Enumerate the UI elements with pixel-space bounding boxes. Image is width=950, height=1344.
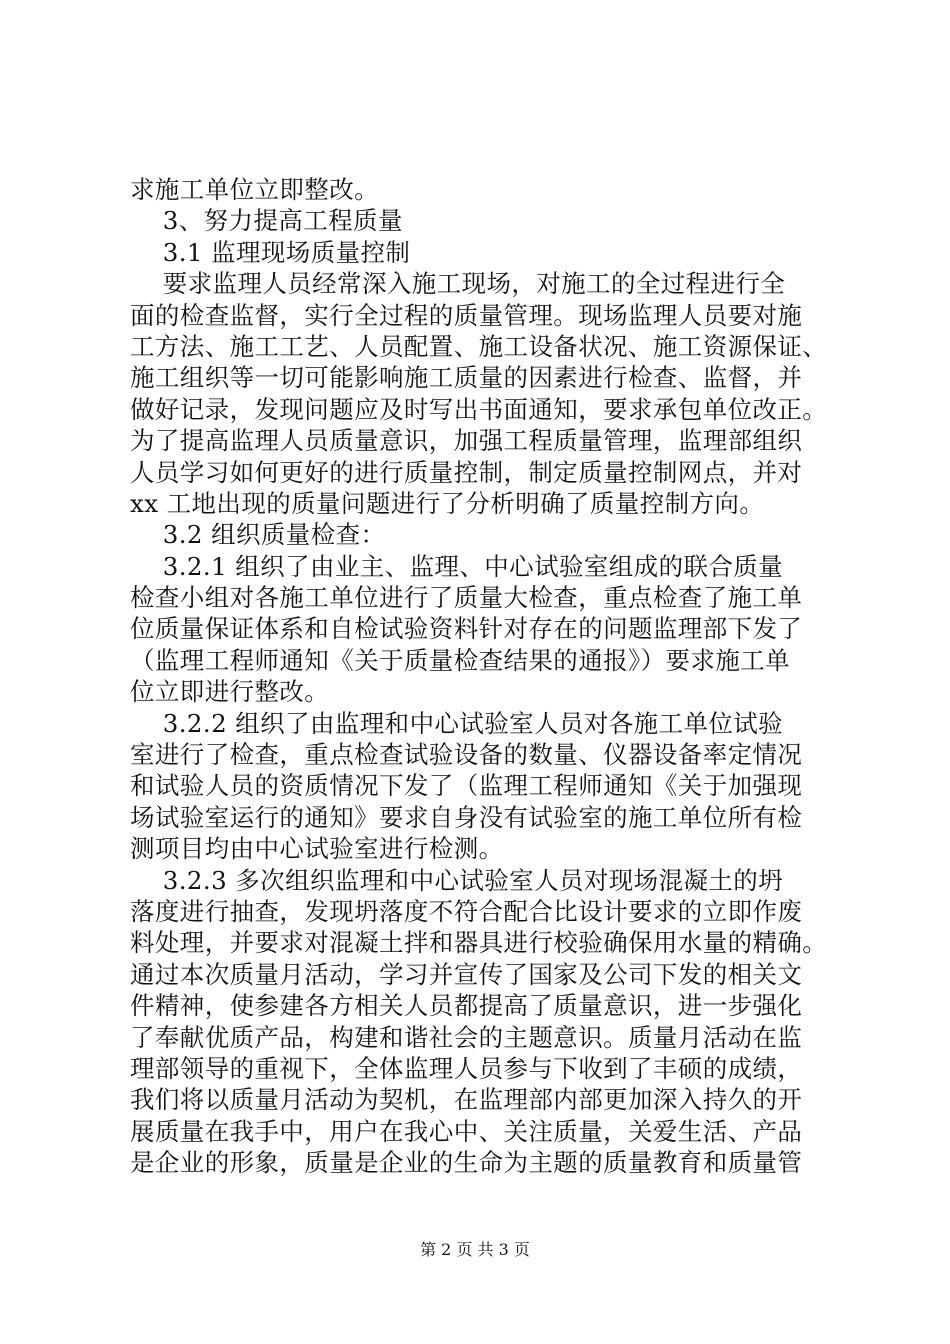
text-line: 3.2.2 组织了由监理和中心试验室人员对各施工单位试验 [130, 708, 784, 738]
text-line: 面的检查监督，实行全过程的质量管理。现场监理人员要对施 [130, 300, 803, 330]
text-line: 了奉献优质产品，构建和谐社会的主题意识。质量月活动在监 [130, 1022, 803, 1052]
text-line: 为了提高监理人员质量意识，加强工程质量管理，监理部组织 [130, 426, 803, 456]
text-line: （监理工程师通知《关于质量检查结果的通报》）要求施工单 [130, 645, 791, 675]
text-line: xx 工地出现的质量问题进行了分析明确了质量控制方向。 [130, 488, 765, 518]
text-line: 施工组织等一切可能影响施工质量的因素进行检查、监督，并 [130, 363, 803, 393]
text-line: 是企业的形象，质量是企业的生命为主题的质量教育和质量管 [130, 1148, 803, 1178]
subsection-heading: 3.2 组织质量检查： [130, 520, 386, 550]
text-line: 人员学习如何更好的进行质量控制，制定质量控制网点，并对 [130, 457, 803, 487]
text-line: 3.2.3 多次组织监理和中心试验室人员对现场混凝土的坍 [130, 865, 784, 895]
document-body [130, 174, 830, 1179]
text-line: 检查小组对各施工单位进行了质量大检查，重点检查了施工单 [130, 583, 803, 613]
text-line: 我们将以质量月活动为契机，在监理部内部更加深入持久的开 [130, 1085, 803, 1115]
page-number-footer: 第 2 页 共 3 页 [420, 1240, 530, 1259]
text-line: 3.2.1 组织了由业主、监理、中心试验室组成的联合质量 [130, 551, 784, 581]
text-line: 通过本次质量月活动，学习并宣传了国家及公司下发的相关文 [130, 959, 803, 989]
text-line: 展质量在我手中，用户在我心中、关注质量，关爱生活、产品 [130, 1116, 803, 1146]
text-line: 和试验人员的资质情况下发了（监理工程师通知《关于加强现 [130, 771, 803, 801]
text-line: 位立即进行整改。 [130, 677, 330, 707]
text-line: 工方法、施工工艺、人员配置、施工设备状况、施工资源保证、 [130, 331, 828, 361]
text-line: 室进行了检查，重点检查试验设备的数量、仪器设备率定情况 [130, 740, 803, 770]
text-line: 做好记录，发现问题应及时写出书面通知，要求承包单位改正。 [130, 394, 828, 424]
text-line: 位质量保证体系和自检试验资料针对存在的问题监理部下发了 [130, 614, 803, 644]
subsection-heading: 3.1 监理现场质量控制 [130, 237, 411, 267]
text-line: 场试验室运行的通知》要求自身没有试验室的施工单位所有检 [130, 802, 803, 832]
text-line: 要求监理人员经常深入施工现场，对施工的全过程进行全 [130, 269, 786, 299]
text-line: 测项目均由中心试验室进行检测。 [130, 834, 504, 864]
text-line: 落度进行抽查，发现坍落度不符合配合比设计要求的立即作废 [130, 896, 803, 926]
section-heading: 3、努力提高工程质量 [130, 206, 403, 236]
text-line: 件精神，使参建各方相关人员都提高了质量意识，进一步强化 [130, 991, 803, 1021]
text-line: 求施工单位立即整改。 [130, 175, 379, 204]
text-line: 料处理，并要求对混凝土拌和器具进行校验确保用水量的精确。 [130, 928, 828, 958]
text-line: 理部领导的重视下，全体监理人员参与下收到了丰硕的成绩， [130, 1053, 803, 1083]
